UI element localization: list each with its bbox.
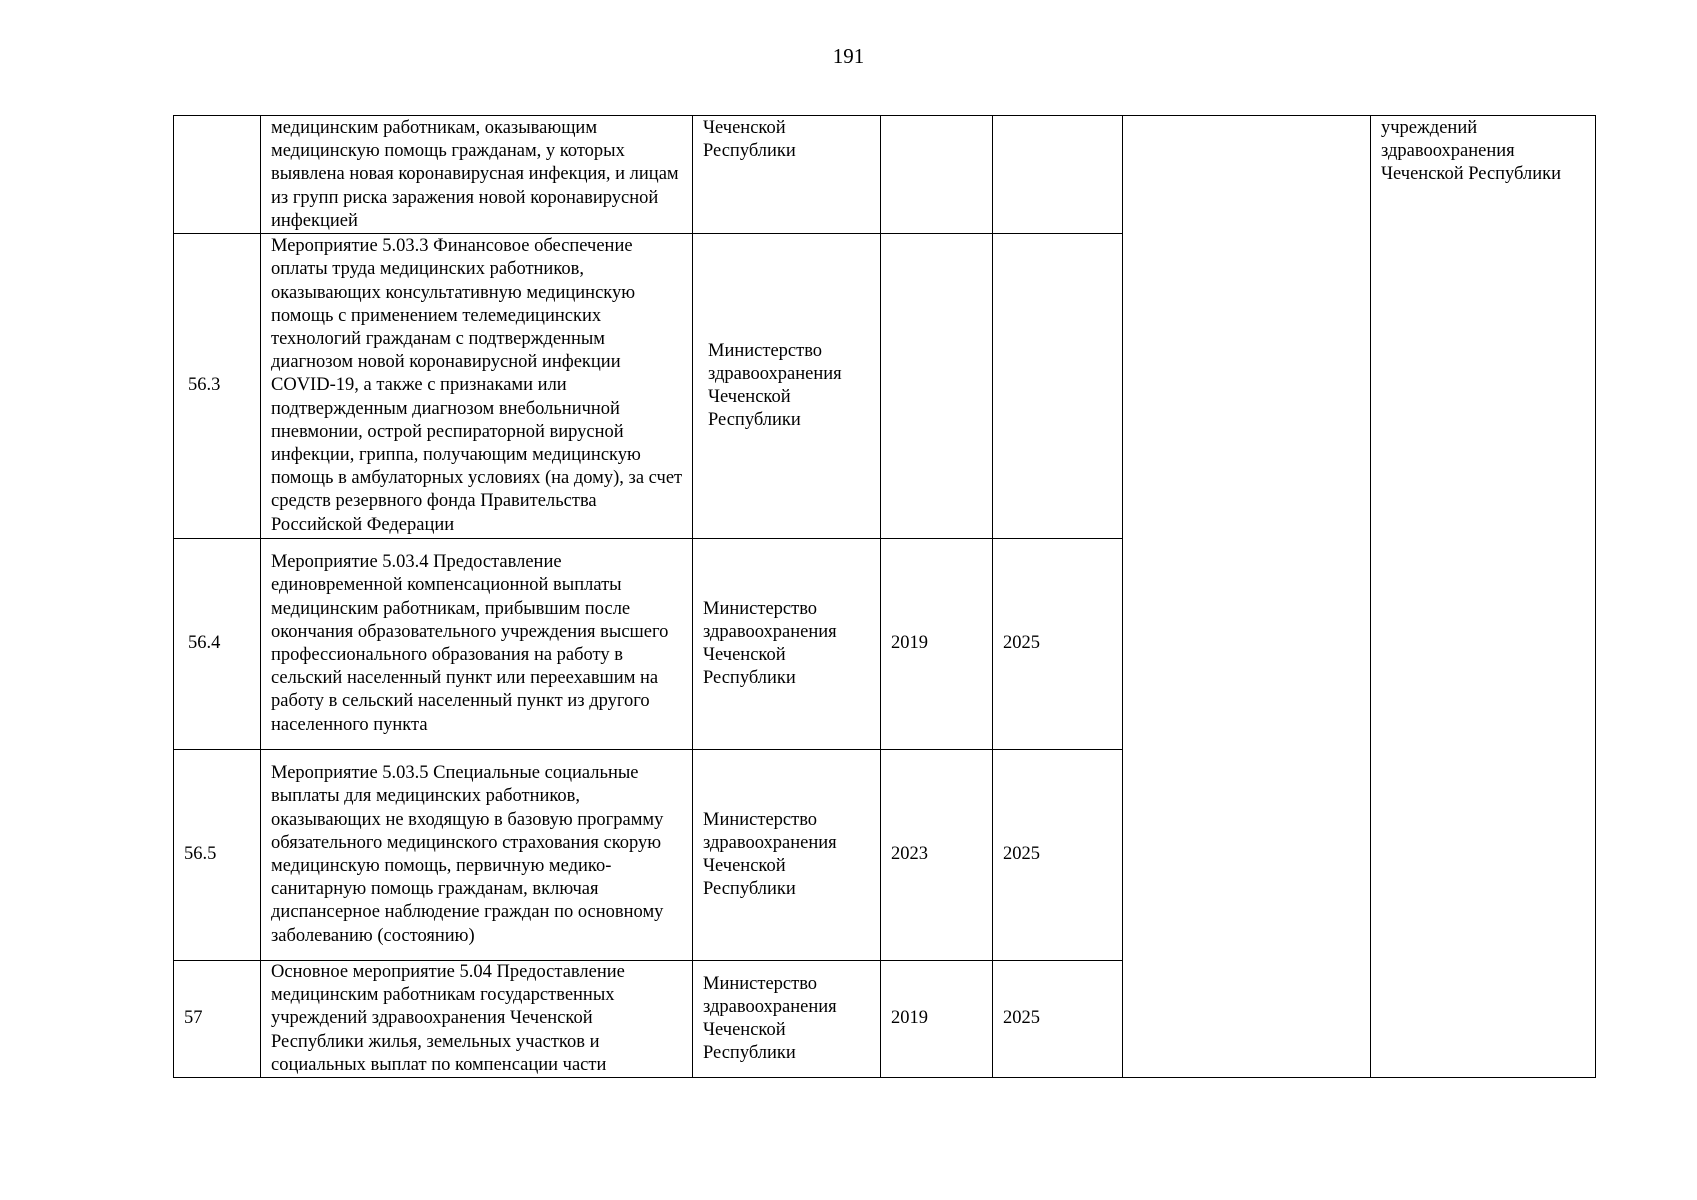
row-executor-cell: Министерство здравоохранения Чеченской Республики: [693, 539, 881, 750]
row-executor-cell: [693, 234, 881, 539]
row-executor-text: Министерство здравоохранения Чеченской Республики: [708, 340, 842, 431]
row-number-cell: 56.3: [174, 234, 261, 539]
row-start-year-cell: [881, 234, 993, 539]
row-number-cell: 56.5: [174, 750, 261, 961]
row-end-year-cell: 2025: [993, 961, 1123, 1078]
row-start-year-cell: 2019: [881, 539, 993, 750]
row-description-cell: медицинским работникам, оказывающим медицинскую помощь гражданам, у которых выявлена новая коронавирусная инфекция, и лицам из групп риска заражения новой коронавирусной инфекцией: [261, 116, 693, 234]
row-number-cell: 57: [174, 961, 261, 1078]
row-end-year-cell: 2025: [993, 750, 1123, 961]
row-end-year-cell: 2025: [993, 539, 1123, 750]
row-number-cell: 56.4: [174, 539, 261, 750]
row-description-cell: Основное мероприятие 5.04 Предоставление медицинским работникам государственных учреждений здравоохранения Чеченской Республики жилья, земельных участков и социальных выплат по компенсации части: [261, 961, 693, 1078]
row-executor-cell: Министерство здравоохранения Чеченской Республики: [693, 961, 881, 1078]
row-executor-cell: Министерство здравоохранения Чеченской Республики: [693, 750, 881, 961]
table-row-continuation: [174, 116, 1596, 234]
row-end-year-cell: [993, 234, 1123, 539]
row-start-year-cell: 2019: [881, 961, 993, 1078]
row-number-cell: [174, 116, 261, 234]
row-executor-cell: Чеченской Республики: [693, 116, 881, 234]
row-description-cell: Мероприятие 5.03.4 Предоставление единовременной компенсационной выплаты медицинским работникам, прибывшим после окончания образовательного учреждения высшего профессионального образования на работу в сельский населенный пункт или переехавшим на работу в сельский населенный пункт из другого населенного пункта: [261, 539, 693, 750]
row-end-year-cell: [993, 116, 1123, 234]
row-description-cell: Мероприятие 5.03.3 Финансовое обеспечение оплаты труда медицинских работников, оказывающих консультативную медицинскую помощь с применением телемедицинских технологий гражданам с подтвержденным диагнозом новой коронавирусной инфекции COVID-19, а также с признаками или подтвержденным диагнозом внебольничной пневмонии, острой респираторной вирусной инфекции, гриппа, получающим медицинскую помощь в амбулаторных условиях (на дому), за счет средств резервного фонда Правительства Российской Федерации: [261, 234, 693, 539]
program-activities-table: [173, 115, 1596, 1078]
page-number: 191: [832, 44, 865, 68]
row-start-year-cell: 2023: [881, 750, 993, 961]
merged-right-cell: учреждений здравоохранения Чеченской Республики: [1371, 116, 1596, 1078]
merged-result-cell: [1123, 116, 1371, 1078]
row-start-year-cell: [881, 116, 993, 234]
row-description-cell: Мероприятие 5.03.5 Специальные социальные выплаты для медицинских работников, оказывающих не входящую в базовую программу обязательного медицинского страхования скорую медицинскую помощь, первичную медико-санитарную помощь гражданам, включая диспансерное наблюдение граждан по основному заболеванию (состоянию): [261, 750, 693, 961]
